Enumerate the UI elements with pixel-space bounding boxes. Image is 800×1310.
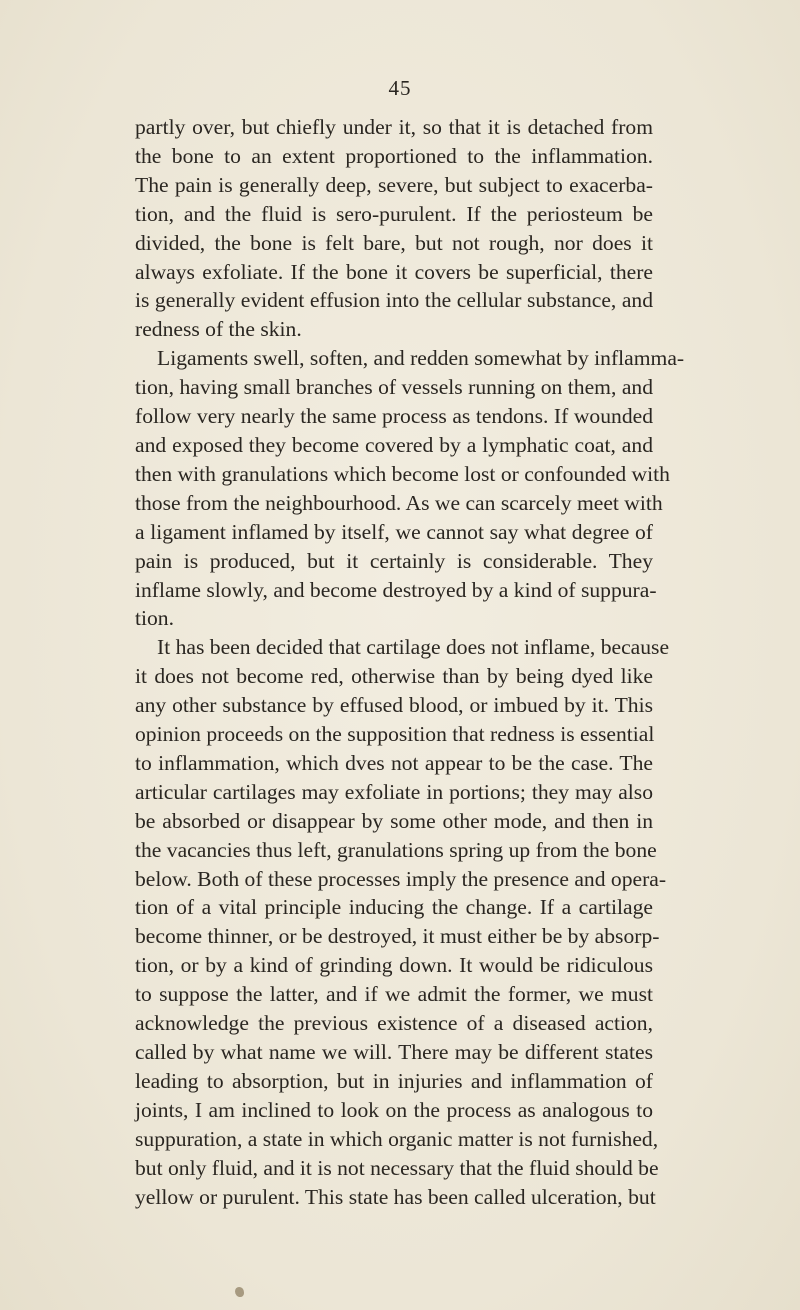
text-line: pain is produced, but it certainly is considerable. They: [135, 548, 653, 573]
text-line: The pain is generally deep, severe, but subject to exacerba-: [135, 172, 653, 197]
text-line: always exfoliate. If the bone it covers be superficial, there: [135, 259, 653, 284]
text-line: to suppose the latter, and if we admit the former, we must: [135, 982, 653, 1007]
text-line: acknowledge the previous existence of a diseased action,: [135, 1011, 653, 1036]
text-line: suppuration, a state in which organic matter is not furnished,: [135, 1126, 659, 1151]
text-line: and exposed they become covered by a lymphatic coat, and: [135, 432, 653, 457]
ink-spot: [235, 1287, 244, 1297]
text-line: be absorbed or disappear by some other mode, and then in: [135, 808, 653, 833]
text-line: articular cartilages may exfoliate in portions; they may also: [135, 779, 653, 804]
text-line: any other substance by effused blood, or imbued by it. This: [135, 693, 653, 718]
text-line: follow very nearly the same process as tendons. If wounded: [135, 404, 653, 429]
text-line: it does not become red, otherwise than by being dyed like: [135, 664, 653, 689]
body-text: [135, 113, 685, 1211]
text-line: tion of a vital principle inducing the change. If a cartilage: [135, 895, 653, 920]
text-line: become thinner, or be destroyed, it must either be by absorp-: [135, 924, 660, 949]
text-line: tion, having small branches of vessels running on them, and: [135, 375, 653, 400]
text-line: the vacancies thus left, granulations spring up from the bone: [135, 837, 657, 862]
text-line: redness of the skin.: [135, 317, 302, 342]
text-line: opinion proceeds on the supposition that redness is essential: [135, 722, 655, 747]
text-line: to inflammation, which dves not appear to be the case. The: [135, 750, 653, 775]
text-line: tion, or by a kind of grinding down. It would be ridiculous: [135, 953, 653, 978]
text-line: inflame slowly, and become destroyed by a kind of suppura-: [135, 577, 657, 602]
text-line: It has been decided that cartilage does not inflame, because: [157, 635, 670, 660]
text-line: below. Both of these processes imply the presence and opera-: [135, 866, 667, 891]
page-number: 45: [388, 76, 412, 100]
text-line: divided, the bone is felt bare, but not rough, nor does it: [135, 230, 653, 255]
text-line: a ligament inflamed by itself, we cannot say what degree of: [135, 519, 653, 544]
text-line: leading to absorption, but in injuries and inflammation of: [135, 1068, 653, 1093]
text-line: tion.: [135, 606, 174, 631]
text-line: tion, and the fluid is sero-purulent. If the periosteum be: [135, 201, 653, 226]
text-line: called by what name we will. There may be different states: [135, 1040, 653, 1064]
text-line: but only fluid, and it is not necessary that the fluid should be: [135, 1155, 659, 1180]
text-line: Ligaments swell, soften, and redden somewhat by inflamma-: [157, 346, 685, 371]
text-line: the bone to an extent proportioned to the inflammation.: [135, 143, 653, 168]
text-line: those from the neighbourhood. As we can scarcely meet with: [135, 490, 663, 515]
text-line: then with granulations which become lost or confounded with: [135, 461, 670, 486]
text-line: is generally evident effusion into the cellular substance, and: [135, 288, 653, 313]
text-line: yellow or purulent. This state has been called ulceration, but: [135, 1184, 656, 1209]
text-line: partly over, but chiefly under it, so that it is detached from: [135, 115, 653, 139]
text-line: joints, I am inclined to look on the process as analogous to: [135, 1097, 653, 1122]
